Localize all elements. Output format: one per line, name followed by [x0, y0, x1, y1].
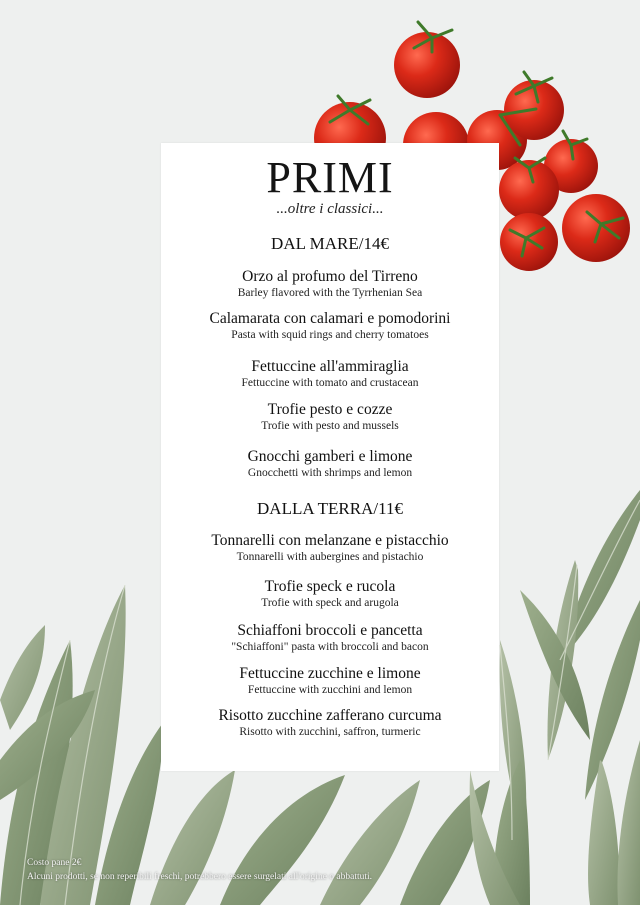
dish-translation: Barley flavored with the Tyrrhenian Sea — [237, 287, 423, 299]
dish-translation: Trofie with speck and arugola — [261, 597, 399, 609]
dish-name: Calamarata con calamari e pomodorini — [209, 310, 451, 327]
bread-cost-note: Costo pane 2€ — [27, 858, 82, 868]
menu-card — [161, 143, 499, 771]
dish-item — [161, 706, 499, 740]
dish-name: Trofie pesto e cozze — [267, 401, 393, 418]
dish-translation: Fettuccine with zucchini and lemon — [247, 684, 413, 696]
dish-name: Fettuccine all'ammiraglia — [251, 358, 409, 375]
dish-name: Schiaffoni broccoli e pancetta — [237, 622, 423, 639]
page-title: PRIMI — [266, 153, 394, 202]
dish-name: Risotto zucchine zafferano curcuma — [218, 707, 442, 724]
dish-name: Fettuccine zucchine e limone — [239, 665, 421, 682]
dish-translation: Gnocchetti with shrimps and lemon — [247, 467, 413, 479]
dish-name: Orzo al profumo del Tirreno — [242, 268, 418, 285]
dish-translation: Risotto with zucchini, saffron, turmeric — [239, 726, 421, 738]
section-heading-dal-mare: DAL MARE/14€ — [271, 234, 389, 253]
dish-item — [161, 577, 499, 611]
dish-item — [161, 664, 499, 698]
dish-item — [161, 400, 499, 434]
dish-item — [161, 357, 499, 391]
dish-translation: Trofie with pesto and mussels — [261, 420, 399, 432]
dish-name: Tonnarelli con melanzane e pistacchio — [211, 532, 449, 549]
dish-item — [161, 621, 499, 655]
page-subtitle: ...oltre i classici... — [276, 201, 384, 217]
dish-item — [161, 267, 499, 301]
dish-item — [161, 447, 499, 481]
dish-name: Trofie speck e rucola — [264, 578, 396, 595]
dish-translation: "Schiaffoni" pasta with broccoli and bacon — [231, 641, 429, 653]
dish-item — [161, 531, 499, 565]
dish-translation: Fettuccine with tomato and crustacean — [241, 377, 419, 389]
section-heading-dalla-terra: DALLA TERRA/11€ — [257, 499, 403, 518]
dish-translation: Pasta with squid rings and cherry tomatoes — [231, 329, 429, 341]
dish-name: Gnocchi gamberi e limone — [247, 448, 413, 465]
footer-note — [27, 856, 467, 884]
frozen-products-note: Alcuni prodotti, se non reperibili freschi, potrebbero essere surgelati all'origine o abbattuti. — [27, 872, 373, 882]
dish-translation: Tonnarelli with aubergines and pistachio — [236, 551, 424, 563]
dish-item — [161, 309, 499, 343]
